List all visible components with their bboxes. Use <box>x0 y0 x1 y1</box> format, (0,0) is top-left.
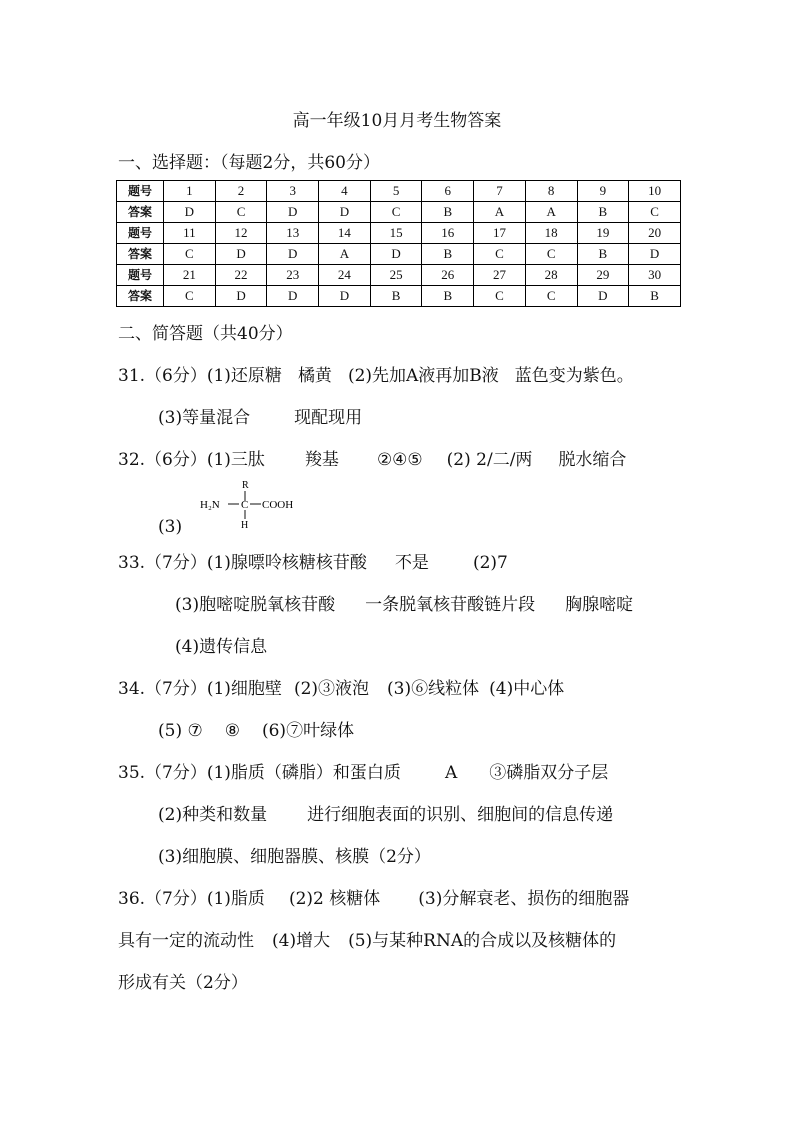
table-cell: D <box>577 286 629 307</box>
table-cell: D <box>319 202 371 223</box>
table-cell: D <box>215 244 267 265</box>
table-cell: B <box>370 286 422 307</box>
section1-heading: 一、选择题：（每题2分，共60分） <box>118 153 380 173</box>
q36-part6: (5)与某种RNA的合成以及核糖体的 <box>348 931 617 951</box>
q32-line2: (3) <box>158 517 183 537</box>
q34-part3: (3)⑥线粒体 <box>387 679 480 699</box>
table-cell: C <box>164 244 216 265</box>
amino-acid-formula <box>200 478 320 534</box>
table-cell: 4 <box>319 181 371 202</box>
table-cell: D <box>370 244 422 265</box>
table-cell: 22 <box>215 265 267 286</box>
q33-part1: 33.（7分）(1)腺嘌呤核糖核苷酸 <box>118 553 367 573</box>
q35-part1: 35.（7分）(1)脂质（磷脂）和蛋白质 <box>118 763 401 783</box>
q34-part1: 34.（7分）(1)细胞壁 <box>118 679 282 699</box>
q34-part4: (4)中心体 <box>489 679 565 699</box>
q35-part5: 进行细胞表面的识别、细胞间的信息传递 <box>307 805 614 825</box>
table-cell: 25 <box>370 265 422 286</box>
q31-part6: 现配现用 <box>294 408 363 428</box>
table-cell: 11 <box>164 223 216 244</box>
q32-part3: ②④⑤ <box>376 450 423 470</box>
row-label: 答案 <box>117 286 164 307</box>
table-cell: 12 <box>215 223 267 244</box>
formula-bottom: H <box>241 520 249 531</box>
table-cell: 21 <box>164 265 216 286</box>
q33-part3: (2)7 <box>472 553 508 573</box>
table-cell: C <box>474 244 526 265</box>
q32-part2: 羧基 <box>304 450 339 470</box>
q36-line3: 形成有关（2分） <box>118 973 248 993</box>
table-row <box>117 244 681 265</box>
formula-right: COOH <box>262 499 294 511</box>
table-cell: B <box>577 244 629 265</box>
page-title: 高一年级10月月考生物答案 <box>292 111 502 131</box>
q32-part5: 脱水缩合 <box>558 450 627 470</box>
table-cell: A <box>319 244 371 265</box>
table-cell: 30 <box>629 265 681 286</box>
q35-line1 <box>118 758 608 783</box>
table-cell: D <box>215 286 267 307</box>
q35-part2: A <box>444 763 458 783</box>
table-cell: 6 <box>422 181 474 202</box>
q34-part7: (6)⑦叶绿体 <box>261 721 355 741</box>
table-cell: 24 <box>319 265 371 286</box>
table-cell: 14 <box>319 223 371 244</box>
table-cell: B <box>422 244 474 265</box>
table-cell: D <box>164 202 216 223</box>
table-cell: D <box>267 202 319 223</box>
table-cell: 5 <box>370 181 422 202</box>
table-cell: D <box>629 244 681 265</box>
table-cell: 23 <box>267 265 319 286</box>
table-cell: 7 <box>474 181 526 202</box>
table-cell: D <box>319 286 371 307</box>
q31-line1 <box>118 361 634 386</box>
row-label: 题号 <box>117 223 164 244</box>
q36-line2 <box>118 926 616 951</box>
table-cell: 26 <box>422 265 474 286</box>
q31-part2: 橘黄 <box>297 366 332 386</box>
table-row <box>117 223 681 244</box>
q35-line3: (3)细胞膜、细胞器膜、核膜（2分） <box>158 847 431 867</box>
table-row <box>117 265 681 286</box>
table-cell: C <box>164 286 216 307</box>
table-row <box>117 202 681 223</box>
q31-line2 <box>158 403 362 428</box>
row-label: 题号 <box>117 181 164 202</box>
q31-part1: 31.（6分）(1)还原糖 <box>118 366 282 386</box>
table-cell: 3 <box>267 181 319 202</box>
table-cell: 1 <box>164 181 216 202</box>
q31-part5: (3)等量混合 <box>158 408 251 428</box>
table-cell: D <box>267 244 319 265</box>
q35-part3: ③磷脂双分子层 <box>489 763 609 783</box>
q34-line2 <box>158 716 354 741</box>
table-cell: 18 <box>525 223 577 244</box>
table-cell: D <box>267 286 319 307</box>
q31-part4: 蓝色变为紫色。 <box>514 366 634 386</box>
q35-part4: (2)种类和数量 <box>158 805 268 825</box>
q31-part3: (2)先加A液再加B液 <box>347 366 499 386</box>
table-cell: B <box>422 286 474 307</box>
table-cell: 15 <box>370 223 422 244</box>
q34-part5: (5) ⑦ <box>158 721 203 741</box>
table-row <box>117 181 681 202</box>
table-cell: 17 <box>474 223 526 244</box>
table-cell: C <box>474 286 526 307</box>
table-cell: 10 <box>629 181 681 202</box>
formula-carbon: C <box>241 499 249 511</box>
table-cell: B <box>577 202 629 223</box>
q33-line1 <box>118 548 508 573</box>
table-cell: 27 <box>474 265 526 286</box>
table-cell: 16 <box>422 223 474 244</box>
q36-part5: (4)增大 <box>272 931 331 951</box>
q36-part4: 具有一定的流动性 <box>118 931 254 951</box>
formula-left: H₂N <box>200 499 220 511</box>
q36-part1: 36.（7分）(1)脂质 <box>118 889 265 909</box>
table-row <box>117 286 681 307</box>
row-label: 题号 <box>117 265 164 286</box>
table-cell: A <box>525 202 577 223</box>
table-cell: 28 <box>525 265 577 286</box>
table-cell: 2 <box>215 181 267 202</box>
q33-part6: 胸腺嘧啶 <box>565 595 634 615</box>
q36-part2: (2)2 核糖体 <box>288 889 381 909</box>
table-cell: C <box>525 244 577 265</box>
table-cell: A <box>474 202 526 223</box>
q32-part1: 32.（6分）(1)三肽 <box>118 450 265 470</box>
q33-line3: (4)遗传信息 <box>175 637 268 657</box>
table-cell: 19 <box>577 223 629 244</box>
q36-part3: (3)分解衰老、损伤的细胞器 <box>418 889 630 909</box>
table-cell: C <box>525 286 577 307</box>
table-cell: C <box>215 202 267 223</box>
table-cell: C <box>370 202 422 223</box>
table-cell: 13 <box>267 223 319 244</box>
table-cell: B <box>422 202 474 223</box>
q34-part6: ⑧ <box>224 721 240 741</box>
row-label: 答案 <box>117 202 164 223</box>
q33-line2 <box>175 590 633 615</box>
table-cell: 9 <box>577 181 629 202</box>
q35-line2 <box>158 800 613 825</box>
answer-table <box>116 180 681 307</box>
q33-part5: 一条脱氧核苷酸链片段 <box>365 595 536 615</box>
table-cell: 8 <box>525 181 577 202</box>
table-cell: 29 <box>577 265 629 286</box>
table-cell: 20 <box>629 223 681 244</box>
row-label: 答案 <box>117 244 164 265</box>
q33-part2: 不是 <box>394 553 429 573</box>
section2-heading: 二、简答题（共40分） <box>118 324 293 344</box>
q34-line1 <box>118 674 564 699</box>
table-cell: B <box>629 286 681 307</box>
formula-r: R <box>242 480 249 491</box>
q34-part2: (2)③液泡 <box>293 679 370 699</box>
q36-line1 <box>118 884 629 909</box>
q33-part4: (3)胞嘧啶脱氧核苷酸 <box>175 595 336 615</box>
table-cell: C <box>629 202 681 223</box>
q32-part4: (2) 2/二/两 <box>446 450 533 470</box>
q32-line1 <box>118 445 626 470</box>
